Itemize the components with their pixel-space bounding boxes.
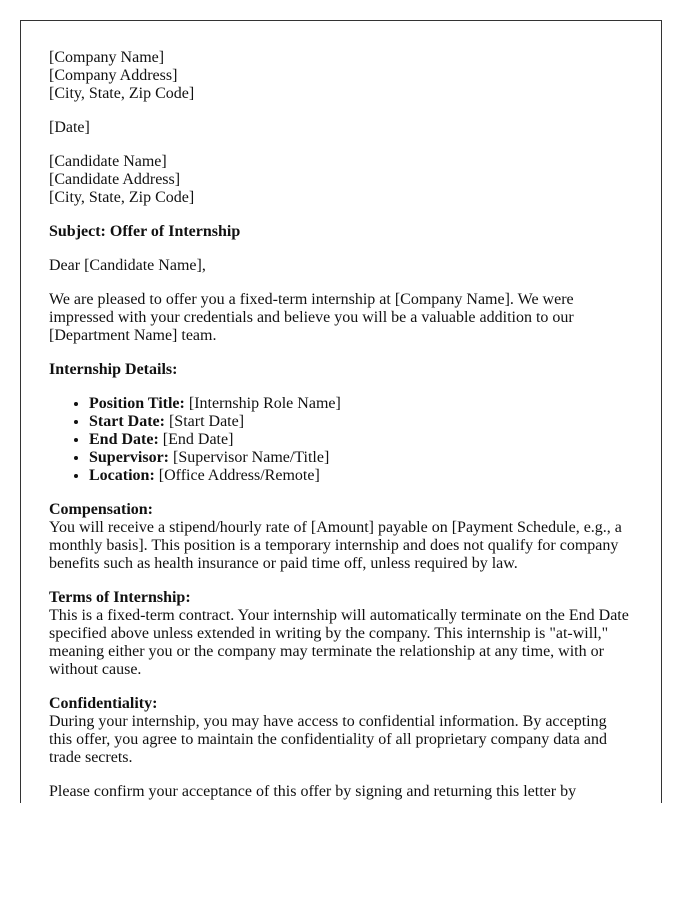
compensation-heading: Compensation: <box>49 501 154 518</box>
sender-company-name: [Company Name] <box>49 49 165 66</box>
detail-item-position-title <box>89 395 633 413</box>
letter-date: [Date] <box>49 119 90 136</box>
detail-label: Supervisor: <box>89 449 169 466</box>
closing-paragraph: Please confirm your acceptance of this offer by signing and returning this letter by <box>49 783 577 800</box>
terms-body: This is a fixed-term contract. Your internship will automatically terminate on the End Date specified above unless extended in writing by the company. This internship is "at-will," meaning either you or the company may terminate the relationship at any time, with or without cause. <box>49 607 629 678</box>
detail-label: End Date: <box>89 431 159 448</box>
sender-city-state-zip: [City, State, Zip Code] <box>49 85 195 102</box>
confidentiality-section <box>49 695 633 767</box>
detail-item-end-date <box>89 431 633 449</box>
salutation: Dear [Candidate Name], <box>49 257 206 274</box>
confidentiality-body: During your internship, you may have access to confidential information. By accepting this offer, you agree to maintain the confidentiality of all proprietary company data and trade secrets. <box>49 713 607 766</box>
internship-details-list <box>49 395 633 485</box>
detail-item-start-date <box>89 413 633 431</box>
detail-item-supervisor <box>89 449 633 467</box>
terms-section <box>49 589 633 679</box>
detail-label: Location: <box>89 467 155 484</box>
detail-label: Start Date: <box>89 413 165 430</box>
terms-heading: Terms of Internship: <box>49 589 191 606</box>
sender-company-address: [Company Address] <box>49 67 178 84</box>
detail-item-location <box>89 467 633 485</box>
detail-value: [Start Date] <box>164 413 245 430</box>
detail-value: [Internship Role Name] <box>184 395 341 412</box>
recipient-name: [Candidate Name] <box>49 153 167 170</box>
detail-value: [Office Address/Remote] <box>154 467 320 484</box>
detail-value: [Supervisor Name/Title] <box>169 449 330 466</box>
offer-letter <box>20 20 662 803</box>
detail-label: Position Title: <box>89 395 185 412</box>
sender-address-block <box>49 49 633 103</box>
internship-details-heading: Internship Details: <box>49 361 178 378</box>
recipient-address: [Candidate Address] <box>49 171 181 188</box>
subject-line: Subject: Offer of Internship <box>49 223 241 240</box>
compensation-body: You will receive a stipend/hourly rate of [Amount] payable on [Payment Schedule, e.g., a monthly basis]. This position is a temporary internship and does not qualify for company benefits such as health insurance or paid time off, unless required by law. <box>49 519 622 572</box>
intro-paragraph: We are pleased to offer you a fixed-term internship at [Company Name]. We were impressed with your credentials and believe you will be a valuable addition to our [Department Name] team. <box>49 291 574 344</box>
recipient-address-block <box>49 153 633 207</box>
detail-value: [End Date] <box>158 431 234 448</box>
recipient-city-state-zip: [City, State, Zip Code] <box>49 189 195 206</box>
confidentiality-heading: Confidentiality: <box>49 695 158 712</box>
compensation-section <box>49 501 633 573</box>
